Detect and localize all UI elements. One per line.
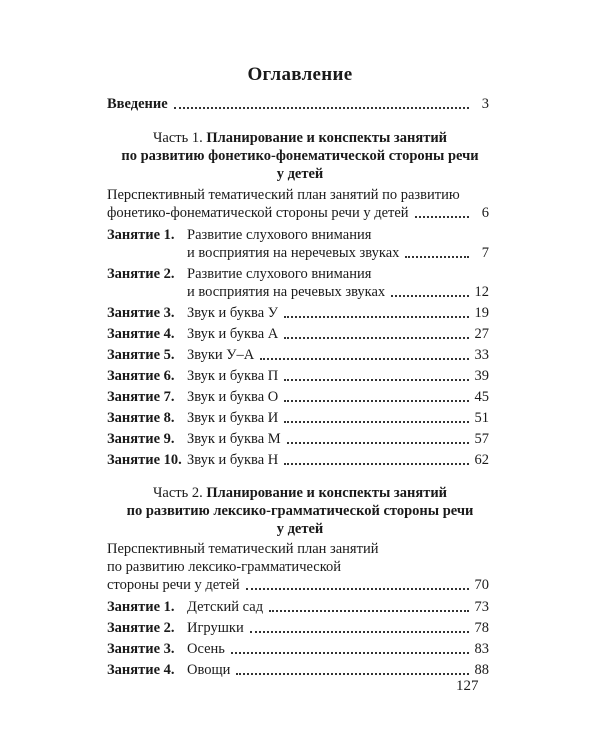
dot-leader [284,400,468,402]
dot-leader [269,610,468,612]
lesson-title: и восприятия на речевых звуках [187,284,386,300]
lesson-title: Детский сад [187,599,264,615]
dot-leader [284,337,468,339]
dot-leader [405,256,469,258]
dot-leader [284,421,468,423]
part1-heading-line3: у детей [276,166,324,182]
toc-entry-intro [107,95,489,113]
lesson-label: Занятие 1. [107,599,175,615]
lesson-title: и восприятия на неречевых звуках [187,245,400,261]
lesson-title: Звук и буква У [187,305,279,321]
toc-entry-p1-lesson10 [107,451,489,469]
part2-plan-line2: по развитию лексико-грамматической [107,559,342,575]
lesson-label: Занятие 7. [107,389,175,405]
part2-heading-line1 [0,484,600,502]
lesson-label: Занятие 9. [107,431,175,447]
entry-page: 57 [474,431,489,447]
part1-heading-line1 [0,129,600,147]
dot-leader [415,216,469,218]
dot-leader [260,358,468,360]
lesson-title: Звук и буква И [187,410,279,426]
toc-entry-p1-lesson6 [107,367,489,385]
lesson-label: Занятие 4. [107,662,175,678]
part1-title: Планирование и конспекты занятий [206,130,448,146]
lesson-title: Игрушки [187,620,244,636]
lesson-label: Занятие 3. [107,305,175,321]
toc-entry-p1-lesson3 [107,304,489,322]
entry-page: 3 [481,96,489,112]
dot-leader [284,379,468,381]
dot-leader [231,652,469,654]
lesson-label: Занятие 1. [107,227,175,243]
entry-page: 45 [474,389,489,405]
lesson-title: Осень [187,641,225,657]
toc-entry-p1-lesson2-line2 [107,283,489,301]
lesson-title: Овощи [187,662,231,678]
entry-page: 19 [474,305,489,321]
dot-leader [250,631,469,633]
entry-page: 7 [481,245,489,261]
entry-page: 51 [474,410,489,426]
toc-entry-p1-lesson5 [107,346,489,364]
entry-page: 70 [474,577,489,593]
toc-entry-part2-plan [107,576,489,594]
part2-plan-line1: Перспективный тематический план занятий [107,541,379,557]
toc-entry-p1-lesson9 [107,430,489,448]
dot-leader [391,295,468,297]
toc-entry-p2-lesson2 [107,619,489,637]
entry-page: 12 [474,284,489,300]
entry-page: 33 [474,347,489,363]
toc-entry-p1-lesson7 [107,388,489,406]
entry-text: фонетико-фонематической стороны речи у детей [107,205,409,221]
entry-page: 6 [481,205,489,221]
lesson-title: Развитие слухового внимания [187,227,372,243]
toc-entry-p1-lesson1-line1 [107,226,489,244]
entry-page: 39 [474,368,489,384]
entry-page: 78 [474,620,489,636]
part1-plan-line1: Перспективный тематический план занятий по развитию [107,187,460,203]
lesson-label: Занятие 2. [107,620,175,636]
part2-prefix: Часть 2. [152,485,203,501]
lesson-label: Занятие 3. [107,641,175,657]
part2-heading-line2: по развитию лексико-грамматической стороны речи [126,503,474,519]
part1-prefix: Часть 1. [152,130,203,146]
toc-entry-p1-lesson8 [107,409,489,427]
entry-text: стороны речи у детей [107,577,240,593]
part2-heading-line3: у детей [276,521,324,537]
dot-leader [236,673,468,675]
toc-entry-p1-lesson2-line1 [107,265,489,283]
lesson-label: Занятие 5. [107,347,175,363]
dot-leader [174,107,469,109]
dot-leader [246,588,469,590]
entry-label: Введение [107,96,168,112]
lesson-title: Звук и буква О [187,389,279,405]
lesson-title: Звуки У–А [187,347,255,363]
entry-page: 83 [474,641,489,657]
part2-title: Планирование и конспекты занятий [206,485,448,501]
page-title: Оглавление [247,64,353,85]
toc-entry-p1-lesson4 [107,325,489,343]
lesson-label: Занятие 8. [107,410,175,426]
entry-page: 73 [474,599,489,615]
lesson-title: Звук и буква А [187,326,279,342]
part1-heading-line2: по развитию фонетико-фонематической стороны речи [121,148,479,164]
dot-leader [284,463,468,465]
lesson-title: Звук и буква Н [187,452,279,468]
toc-entry-p1-lesson1-line2 [107,244,489,262]
lesson-title: Развитие слухового внимания [187,266,372,282]
entry-page: 88 [474,662,489,678]
dot-leader [284,316,468,318]
toc-entry-p2-lesson1 [107,598,489,616]
dot-leader [287,442,469,444]
lesson-label: Занятие 2. [107,266,175,282]
lesson-label: Занятие 10. [107,452,182,468]
lesson-title: Звук и буква П [187,368,279,384]
toc-entry-p2-lesson3 [107,640,489,658]
entry-page: 62 [474,452,489,468]
entry-page: 27 [474,326,489,342]
page-number: 127 [456,678,479,694]
toc-entry-p2-lesson4 [107,661,489,679]
lesson-title: Звук и буква М [187,431,281,447]
lesson-label: Занятие 4. [107,326,175,342]
lesson-label: Занятие 6. [107,368,175,384]
toc-entry-part1-plan [107,204,489,222]
